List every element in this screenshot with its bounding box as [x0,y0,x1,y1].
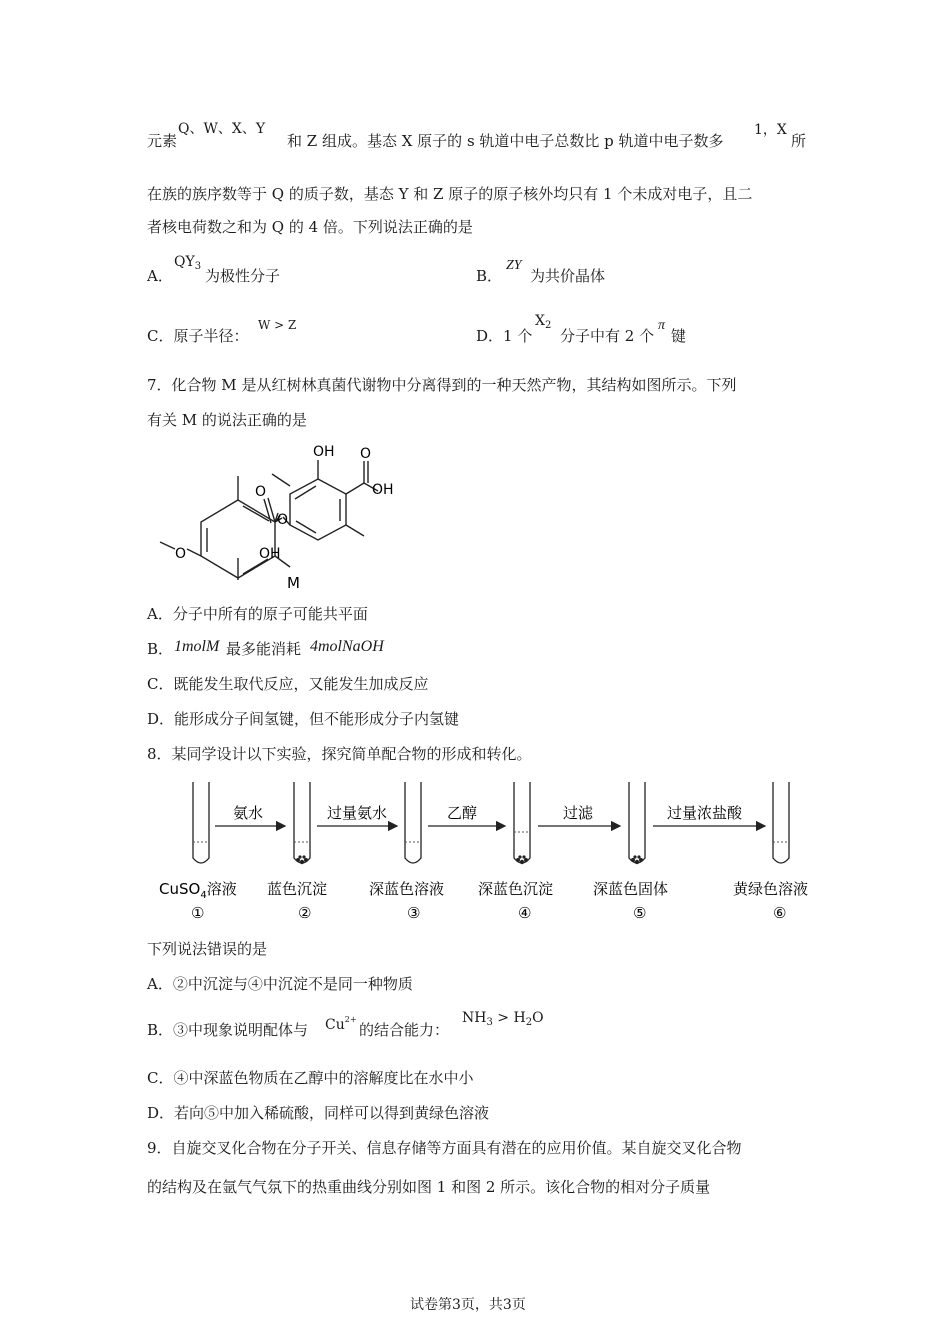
cooh-o-label: O [360,446,372,462]
q6-option-b-label: B． [476,267,503,285]
test-tube-3 [405,782,421,863]
ester-o-label: O [277,512,289,528]
tube-label-4: 深蓝色沉淀 [478,880,554,898]
tube-number-1: ① [191,904,205,922]
q8-stem: 8．某同学设计以下实验，探究简单配合物的形成和转化。 [147,745,532,763]
compound-m-structure [150,436,410,594]
q7-option-d: D．能形成分子间氢键，但不能形成分子内氢键 [147,710,460,728]
q6-raised-1x: 1，X [754,122,787,138]
q7-option-b-formula2: 4molNaOH [310,638,384,655]
methoxy-o-label: O [175,546,187,562]
tube-number-4: ④ [518,904,532,922]
q6-option-c-formula: W > Z [258,318,297,332]
q6-elements: Q、W、X、Y [178,121,266,137]
tube-label-2: 蓝色沉淀 [267,880,328,898]
tube-number-2: ② [298,904,312,922]
tube-label-3: 深蓝色溶液 [369,880,445,898]
tube-number-6: ⑥ [773,904,787,922]
q6-option-b-text: 为共价晶体 [530,267,606,285]
q7-stem-line2: 有关 M 的说法正确的是 [147,411,307,429]
q6-option-d-label: D．1 个 [476,327,533,345]
q6-line1-prefix: 元素 [147,132,178,150]
arrow-label-4: 过滤 [563,804,594,822]
q6-option-a-text: 为极性分子 [205,267,281,285]
q7-option-c: C．既能发生取代反应，又能发生加成反应 [147,675,429,693]
q8-option-a: A．②中沉淀与④中沉淀不是同一种物质 [147,975,413,993]
q6-line2: 在族的族序数等于 Q 的质子数，基态 Y 和 Z 原子的原子核外均只有 1 个未成对电子，且二 [147,185,753,203]
tube-label-6: 黄绿色溶液 [733,880,809,898]
tube-number-3: ③ [407,904,421,922]
tube-label-5: 深蓝色固体 [593,880,669,898]
q8-option-b-mid: 的结合能力： [359,1021,450,1039]
compound-label: M [287,574,300,592]
arrow-label-3: 乙醇 [447,804,478,822]
structure-bonds [160,460,378,580]
experiment-diagram [145,770,835,930]
q7-option-b-label: B． [147,640,174,658]
q8-option-b-formula: $NH_3 > H_2O$ [462,1010,544,1028]
q6-line1-end: 所 [791,132,807,150]
q6-option-c-label: C．原子半径： [147,327,249,345]
cooh-oh-label: OH [372,482,394,498]
q7-option-b-mid: 最多能消耗 [226,640,302,658]
q6-option-b-formula: ZY [506,258,522,273]
carbonyl-o-label: O [255,484,267,500]
page-footer: 试卷第3页，共3页 [410,1297,526,1313]
arrow-label-1: 氨水 [233,804,264,822]
tube-number-5: ⑤ [633,904,647,922]
q6-option-d-formula: $X_2$ [535,313,552,331]
q9-stem-line1: 9．自旋交叉化合物在分子开关、信息存储等方面具有潜在的应用价值。某自旋交叉化合物 [147,1139,742,1157]
q7-stem-line1: 7．化合物 M 是从红树林真菌代谢物中分离得到的一种天然产物，其结构如图所示。下列 [147,376,737,394]
test-tube-2 [294,782,310,863]
q6-option-d-end: 键 [671,327,687,345]
q6-option-d-mid: 分子中有 2 个 [560,327,655,345]
q6-option-a-formula: $QY_3$ [174,254,202,272]
q6-line1-text: 和 Z 组成。基态 X 原子的 s 轨道中电子总数比 p 轨道中电子数多 [287,132,724,150]
arrow-label-2: 过量氨水 [327,804,388,822]
oh-bottom-label: OH [259,546,281,562]
test-tube-6 [773,782,789,863]
q6-option-a-label: A． [147,267,173,285]
q9-stem-line2: 的结构及在氩气气氛下的热重曲线分别如图 1 和图 2 所示。该化合物的相对分子质量 [147,1178,711,1196]
q7-option-a: A．分子中所有的原子可能共平面 [147,605,368,623]
q6-line3: 者核电荷数之和为 Q 的 4 倍。下列说法正确的是 [147,218,473,236]
q8-option-b-ion: $Cu^{2+}$ [325,1015,357,1033]
q8-option-d: D．若向⑤中加入稀硫酸，同样可以得到黄绿色溶液 [147,1104,490,1122]
q8-prompt: 下列说法错误的是 [147,940,268,958]
test-tube-4 [514,782,530,863]
q8-option-c: C．④中深蓝色物质在乙醇中的溶解度比在水中小 [147,1069,474,1087]
q7-option-b-formula1: 1molM [174,638,220,655]
test-tube-5 [629,782,645,863]
q8-option-b-label: B．③中现象说明配体与 [147,1021,309,1039]
test-tube-1 [193,782,209,863]
tube-label-1: CuSO$_4$溶液 [159,880,237,901]
q6-option-d-pi: π [658,318,666,333]
arrow-label-5: 过量浓盐酸 [667,804,743,822]
oh-top-label: OH [313,444,335,460]
